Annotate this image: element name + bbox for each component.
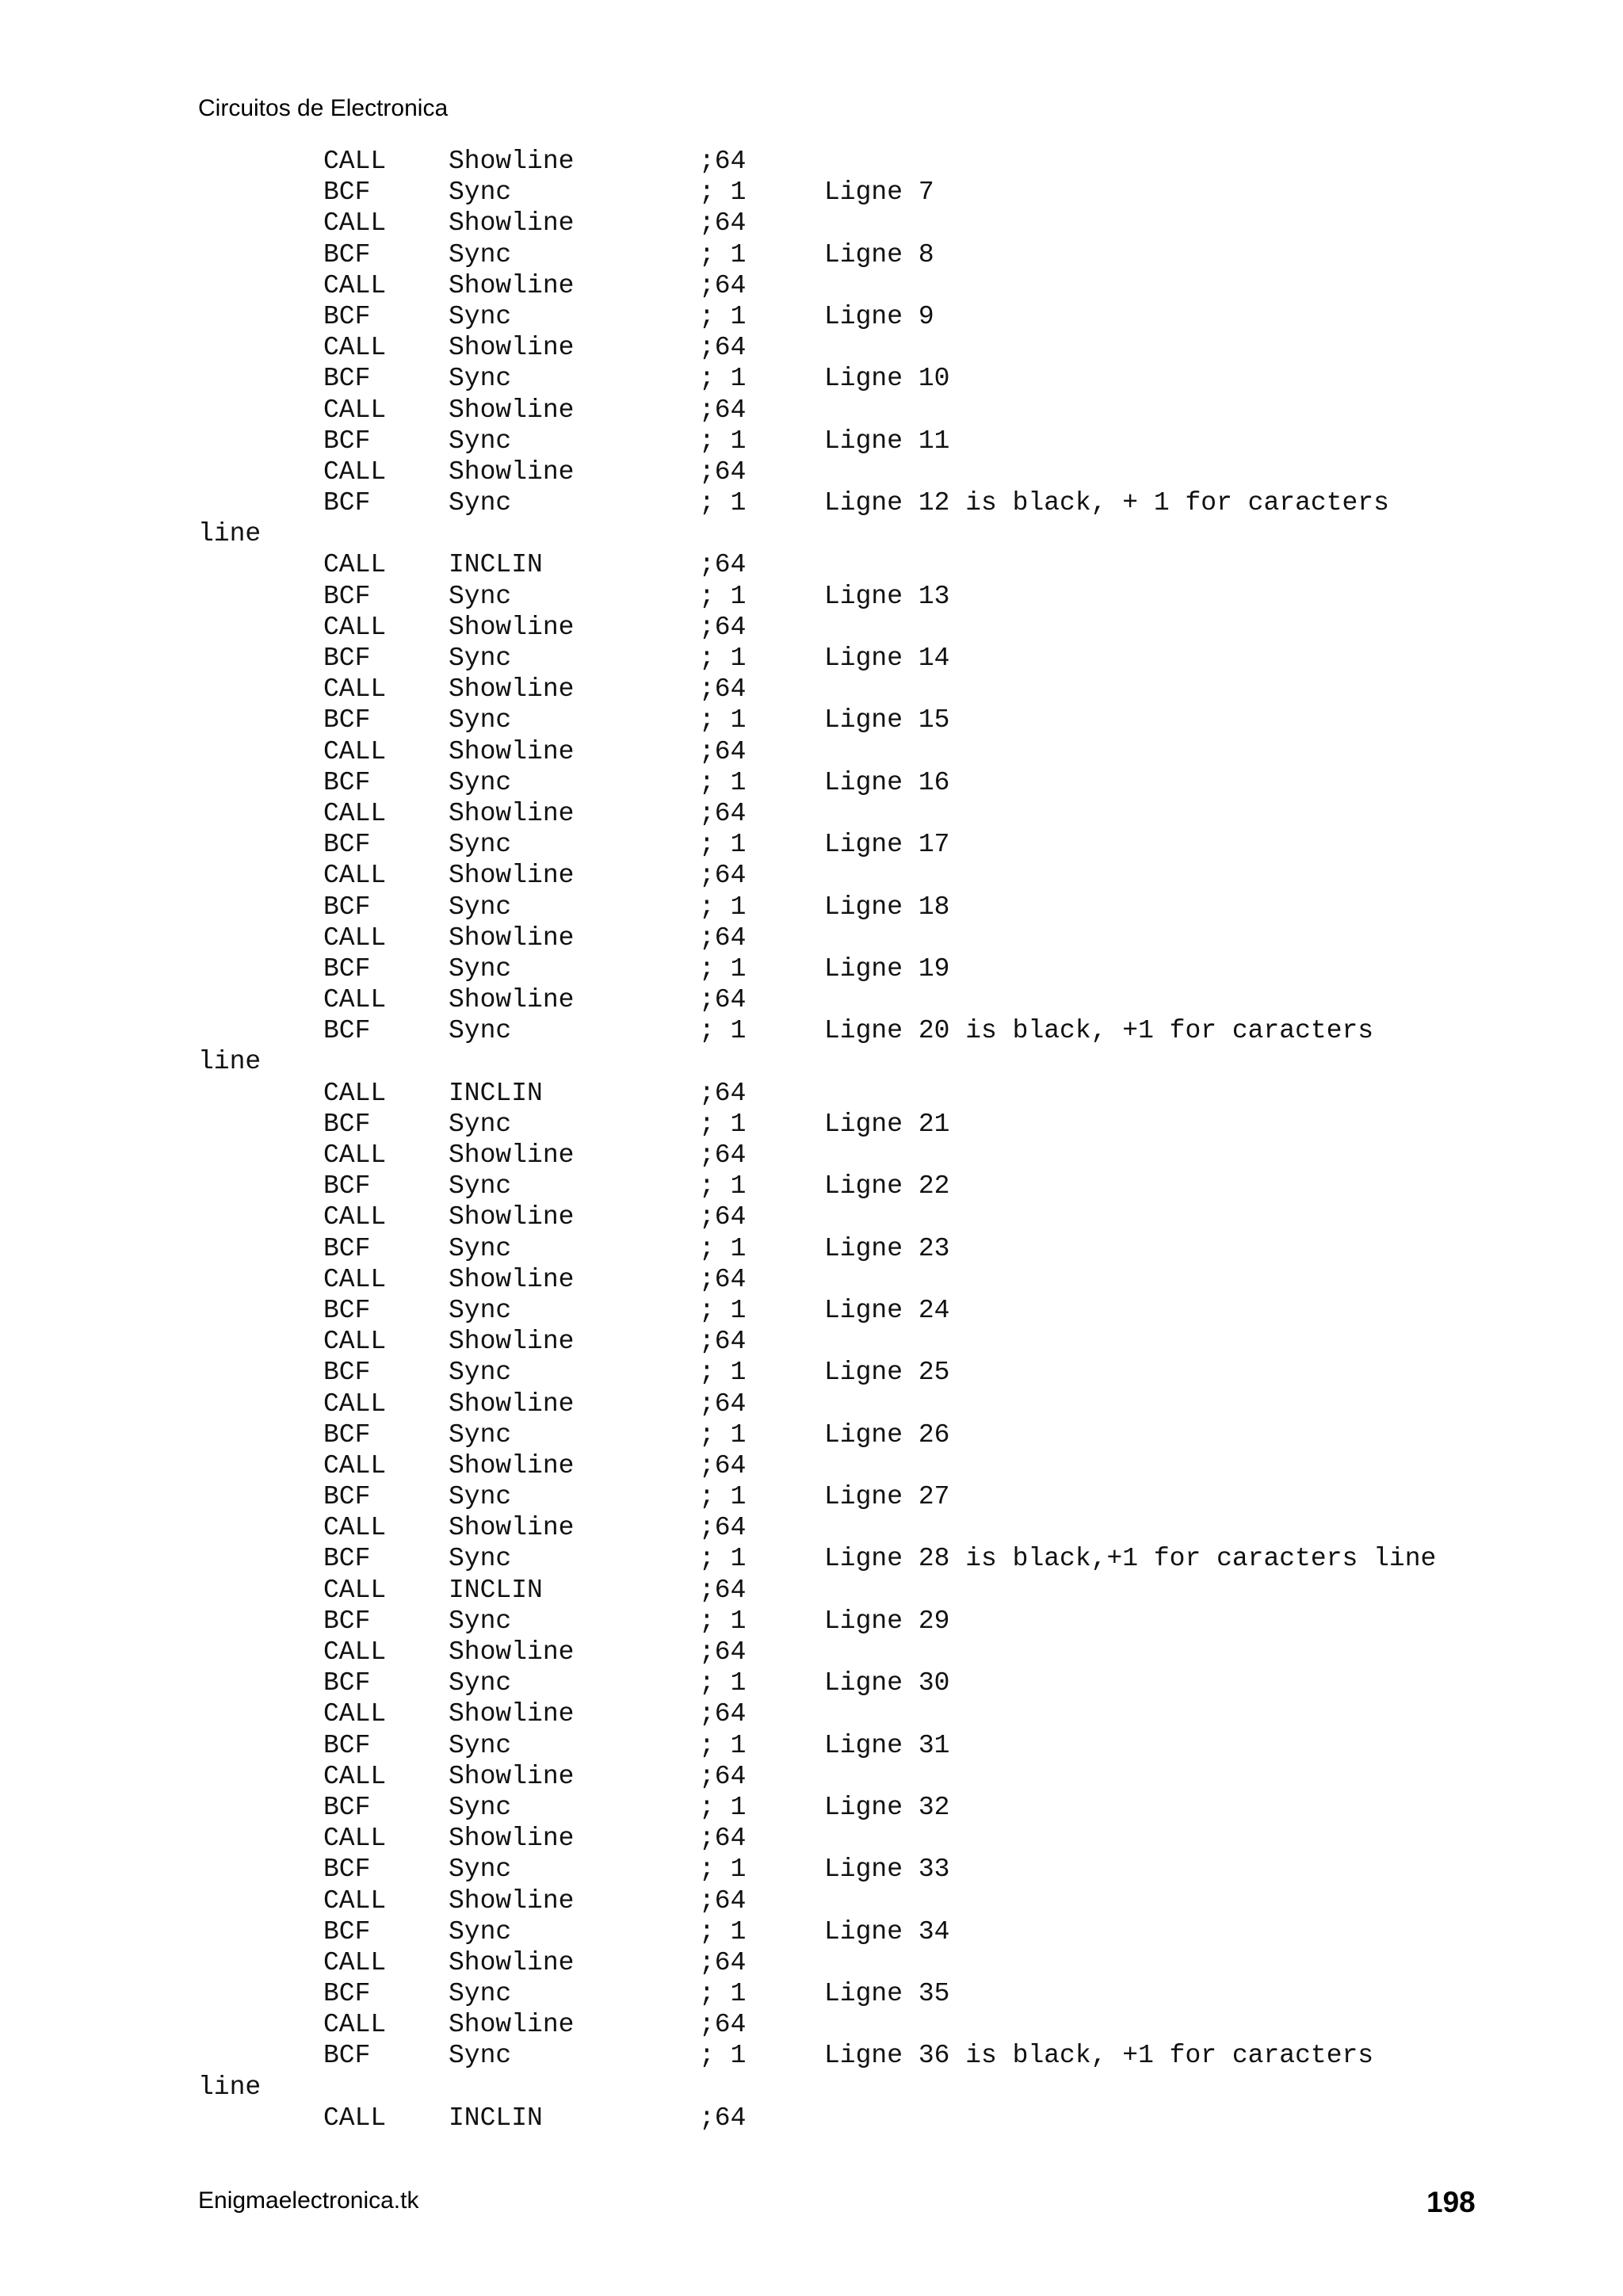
code-opcode: CALL (323, 457, 387, 487)
code-opcode: CALL (323, 985, 387, 1015)
code-operand: INCLIN (449, 1078, 543, 1108)
code-cycle-comment: ; 1 (699, 1606, 747, 1636)
code-opcode: BCF (323, 178, 371, 208)
code-cycle-comment: ;64 (699, 1513, 747, 1543)
code-line (198, 208, 1545, 239)
code-opcode: CALL (323, 1327, 387, 1357)
code-operand: Showline (449, 612, 575, 642)
code-line (198, 860, 1545, 891)
code-cycle-comment: ; 1 (699, 644, 747, 673)
code-opcode: CALL (323, 674, 387, 705)
code-line (198, 146, 1545, 177)
code-line (198, 892, 1545, 923)
code-comment: Ligne 29 (824, 1606, 950, 1636)
code-opcode: BCF (323, 301, 371, 331)
code-wrapped-text: line (198, 1047, 262, 1077)
code-operand: Sync (449, 1482, 512, 1512)
code-line (198, 332, 1545, 363)
code-operand: Sync (449, 581, 512, 611)
code-cycle-comment: ;64 (699, 985, 747, 1015)
code-line (198, 736, 1545, 767)
code-line (198, 395, 1545, 426)
code-opcode: BCF (323, 892, 371, 922)
code-opcode: CALL (323, 550, 387, 580)
code-comment: Ligne 7 (824, 178, 934, 208)
code-comment: Ligne 26 (824, 1419, 950, 1450)
code-operand: Showline (449, 395, 575, 425)
code-operand: Sync (449, 953, 512, 984)
code-cycle-comment: ;64 (699, 1327, 747, 1357)
code-operand: INCLIN (449, 2103, 543, 2133)
code-line-continuation (198, 1046, 1545, 1077)
code-operand: Showline (449, 1202, 575, 1232)
code-operand: Sync (449, 239, 512, 269)
code-cycle-comment: ; 1 (699, 1233, 747, 1263)
code-line (198, 1481, 1545, 1512)
code-opcode: CALL (323, 1140, 387, 1170)
code-operand: Sync (449, 426, 512, 456)
code-opcode: CALL (323, 923, 387, 953)
code-line (198, 953, 1545, 984)
code-operand: Sync (449, 1295, 512, 1325)
code-cycle-comment: ; 1 (699, 178, 747, 208)
code-cycle-comment: ; 1 (699, 1730, 747, 1760)
code-operand: Sync (449, 767, 512, 797)
code-opcode: BCF (323, 1295, 371, 1325)
code-opcode: BCF (323, 364, 371, 394)
code-operand: Sync (449, 1792, 512, 1822)
code-cycle-comment: ; 1 (699, 1016, 747, 1046)
code-opcode: BCF (323, 705, 371, 735)
code-line (198, 829, 1545, 860)
code-cycle-comment: ;64 (699, 1947, 747, 1977)
code-operand: Sync (449, 830, 512, 860)
code-comment: Ligne 35 (824, 1979, 950, 2009)
code-opcode: BCF (323, 1482, 371, 1512)
code-cycle-comment: ;64 (699, 1699, 747, 1729)
code-comment: Ligne 36 is black, +1 for caracters (824, 2041, 1374, 2071)
code-cycle-comment: ;64 (699, 736, 747, 766)
code-cycle-comment: ; 1 (699, 1295, 747, 1325)
code-cycle-comment: ; 1 (699, 953, 747, 984)
code-cycle-comment: ;64 (699, 1389, 747, 1419)
code-line (198, 549, 1545, 580)
code-operand: Sync (449, 1855, 512, 1885)
code-line (198, 1947, 1545, 1978)
code-cycle-comment: ; 1 (699, 2041, 747, 2071)
code-operand: Sync (449, 1916, 512, 1946)
code-cycle-comment: ;64 (699, 395, 747, 425)
code-opcode: CALL (323, 1637, 387, 1667)
code-line (198, 1792, 1545, 1823)
code-line (198, 674, 1545, 705)
code-cycle-comment: ;64 (699, 923, 747, 953)
code-line (198, 923, 1545, 953)
code-opcode: CALL (323, 612, 387, 642)
code-opcode: CALL (323, 861, 387, 891)
code-cycle-comment: ; 1 (699, 1482, 747, 1512)
code-opcode: BCF (323, 1979, 371, 2009)
code-line (198, 1916, 1545, 1947)
code-line (198, 1295, 1545, 1326)
code-operand: Showline (449, 270, 575, 300)
code-cycle-comment: ; 1 (699, 488, 747, 518)
code-operand: Showline (449, 798, 575, 828)
code-line (198, 984, 1545, 1015)
code-wrapped-text: line (198, 519, 262, 549)
code-line (198, 1698, 1545, 1729)
code-operand: Showline (449, 1699, 575, 1729)
code-opcode: CALL (323, 1078, 387, 1108)
code-opcode: BCF (323, 1109, 371, 1139)
code-cycle-comment: ;64 (699, 1761, 747, 1791)
code-line (198, 1264, 1545, 1295)
code-line (198, 1637, 1545, 1668)
code-opcode: CALL (323, 2103, 387, 2133)
code-operand: Showline (449, 861, 575, 891)
code-opcode: CALL (323, 1761, 387, 1791)
code-opcode: CALL (323, 736, 387, 766)
code-opcode: BCF (323, 1233, 371, 1263)
code-comment: Ligne 12 is black, + 1 for caracters (824, 488, 1389, 518)
code-line (198, 1109, 1545, 1140)
code-comment: Ligne 30 (824, 1668, 950, 1698)
code-comment: Ligne 18 (824, 892, 950, 922)
code-opcode: BCF (323, 426, 371, 456)
code-opcode: CALL (323, 1450, 387, 1480)
code-comment: Ligne 9 (824, 301, 934, 331)
code-operand: Sync (449, 705, 512, 735)
code-cycle-comment: ; 1 (699, 426, 747, 456)
code-line (198, 1978, 1545, 2009)
code-line (198, 1389, 1545, 1419)
code-line (198, 1854, 1545, 1885)
code-line (198, 1885, 1545, 1916)
code-comment: Ligne 16 (824, 767, 950, 797)
code-opcode: CALL (323, 1264, 387, 1294)
code-line (198, 1575, 1545, 1606)
code-line (198, 767, 1545, 798)
code-cycle-comment: ;64 (699, 270, 747, 300)
code-line (198, 798, 1545, 829)
code-comment: Ligne 21 (824, 1109, 950, 1139)
code-opcode: CALL (323, 1885, 387, 1916)
code-cycle-comment: ; 1 (699, 301, 747, 331)
code-line (198, 1419, 1545, 1450)
code-operand: Sync (449, 644, 512, 673)
code-line (198, 1761, 1545, 1792)
code-cycle-comment: ;64 (699, 208, 747, 239)
code-cycle-comment: ;64 (699, 1140, 747, 1170)
code-opcode: CALL (323, 1389, 387, 1419)
code-comment: Ligne 23 (824, 1233, 950, 1263)
code-line (198, 270, 1545, 301)
code-comment: Ligne 33 (824, 1855, 950, 1885)
code-operand: Showline (449, 1637, 575, 1667)
code-comment: Ligne 17 (824, 830, 950, 860)
code-cycle-comment: ;64 (699, 861, 747, 891)
code-cycle-comment: ;64 (699, 1885, 747, 1916)
code-opcode: BCF (323, 830, 371, 860)
code-cycle-comment: ; 1 (699, 239, 747, 269)
code-opcode: BCF (323, 2041, 371, 2071)
code-operand: Sync (449, 488, 512, 518)
code-line (198, 1606, 1545, 1637)
code-opcode: CALL (323, 798, 387, 828)
code-cycle-comment: ; 1 (699, 1979, 747, 2009)
code-comment: Ligne 28 is black,+1 for caracters line (824, 1544, 1437, 1574)
code-operand: Sync (449, 1668, 512, 1698)
code-opcode: BCF (323, 1544, 371, 1574)
code-operand: Sync (449, 1016, 512, 1046)
code-cycle-comment: ; 1 (699, 581, 747, 611)
code-opcode: CALL (323, 333, 387, 363)
code-opcode: CALL (323, 1202, 387, 1232)
code-cycle-comment: ; 1 (699, 830, 747, 860)
code-cycle-comment: ;64 (699, 612, 747, 642)
code-line (198, 1357, 1545, 1388)
code-opcode: CALL (323, 270, 387, 300)
code-operand: Sync (449, 301, 512, 331)
code-operand: Showline (449, 333, 575, 363)
code-comment: Ligne 11 (824, 426, 950, 456)
code-operand: Showline (449, 1389, 575, 1419)
code-cycle-comment: ; 1 (699, 1792, 747, 1822)
code-cycle-comment: ; 1 (699, 705, 747, 735)
code-line (198, 1015, 1545, 1046)
code-opcode: CALL (323, 147, 387, 176)
code-operand: Sync (449, 1544, 512, 1574)
code-opcode: CALL (323, 2010, 387, 2040)
code-operand: Sync (449, 1979, 512, 2009)
code-line (198, 426, 1545, 457)
code-cycle-comment: ; 1 (699, 1544, 747, 1574)
code-operand: Showline (449, 147, 575, 176)
code-operand: Showline (449, 985, 575, 1015)
assembly-code-listing (198, 146, 1545, 2134)
code-line (198, 177, 1545, 208)
code-line (198, 1326, 1545, 1357)
code-operand: Showline (449, 1885, 575, 1916)
code-opcode: CALL (323, 1947, 387, 1977)
code-opcode: CALL (323, 1824, 387, 1854)
code-operand: Sync (449, 1419, 512, 1450)
code-line (198, 1201, 1545, 1232)
code-cycle-comment: ;64 (699, 674, 747, 705)
code-operand: INCLIN (449, 1575, 543, 1605)
code-comment: Ligne 19 (824, 953, 950, 984)
code-cycle-comment: ;64 (699, 2010, 747, 2040)
code-operand: Sync (449, 364, 512, 394)
page-number: 198 (1426, 2186, 1476, 2218)
code-opcode: BCF (323, 1016, 371, 1046)
code-line (198, 643, 1545, 674)
code-line (198, 301, 1545, 332)
code-opcode: BCF (323, 1419, 371, 1450)
code-cycle-comment: ;64 (699, 1078, 747, 1108)
code-operand: Sync (449, 1358, 512, 1388)
code-opcode: BCF (323, 953, 371, 984)
code-operand: Showline (449, 1761, 575, 1791)
code-opcode: BCF (323, 1792, 371, 1822)
code-cycle-comment: ; 1 (699, 1419, 747, 1450)
code-operand: Sync (449, 1171, 512, 1201)
code-cycle-comment: ;64 (699, 1824, 747, 1854)
code-line-continuation (198, 2072, 1545, 2103)
code-line (198, 457, 1545, 487)
code-operand: Showline (449, 1140, 575, 1170)
code-comment: Ligne 34 (824, 1916, 950, 1946)
code-line (198, 1140, 1545, 1171)
code-operand: Showline (449, 2010, 575, 2040)
code-operand: Showline (449, 1947, 575, 1977)
code-cycle-comment: ; 1 (699, 364, 747, 394)
code-operand: Sync (449, 1606, 512, 1636)
code-line (198, 581, 1545, 612)
code-operand: INCLIN (449, 550, 543, 580)
code-line (198, 363, 1545, 394)
code-comment: Ligne 31 (824, 1730, 950, 1760)
code-line (198, 705, 1545, 735)
code-comment: Ligne 24 (824, 1295, 950, 1325)
code-operand: Showline (449, 1513, 575, 1543)
code-operand: Showline (449, 1264, 575, 1294)
code-opcode: BCF (323, 1668, 371, 1698)
code-cycle-comment: ;64 (699, 798, 747, 828)
code-comment: Ligne 32 (824, 1792, 950, 1822)
code-opcode: CALL (323, 395, 387, 425)
code-opcode: BCF (323, 581, 371, 611)
code-opcode: BCF (323, 1916, 371, 1946)
code-cycle-comment: ; 1 (699, 892, 747, 922)
code-operand: Showline (449, 674, 575, 705)
code-line-continuation (198, 518, 1545, 549)
code-line (198, 2040, 1545, 2071)
code-operand: Sync (449, 2041, 512, 2071)
page-header-title: Circuitos de Electronica (198, 95, 449, 121)
code-operand: Showline (449, 736, 575, 766)
code-cycle-comment: ; 1 (699, 1916, 747, 1946)
code-opcode: BCF (323, 1730, 371, 1760)
code-line (198, 1730, 1545, 1761)
code-cycle-comment: ; 1 (699, 767, 747, 797)
code-cycle-comment: ;64 (699, 147, 747, 176)
code-line (198, 2009, 1545, 2040)
code-line (198, 1233, 1545, 1264)
code-comment: Ligne 20 is black, +1 for caracters (824, 1016, 1374, 1046)
code-cycle-comment: ; 1 (699, 1358, 747, 1388)
code-cycle-comment: ;64 (699, 550, 747, 580)
code-operand: Showline (449, 208, 575, 239)
code-line (198, 487, 1545, 518)
code-line (198, 1171, 1545, 1201)
code-comment: Ligne 22 (824, 1171, 950, 1201)
code-operand: Showline (449, 1824, 575, 1854)
code-operand: Sync (449, 892, 512, 922)
code-line (198, 2103, 1545, 2134)
code-cycle-comment: ;64 (699, 2103, 747, 2133)
code-operand: Showline (449, 1450, 575, 1480)
code-cycle-comment: ;64 (699, 1450, 747, 1480)
code-cycle-comment: ; 1 (699, 1109, 747, 1139)
code-cycle-comment: ;64 (699, 457, 747, 487)
code-comment: Ligne 13 (824, 581, 950, 611)
code-opcode: BCF (323, 1171, 371, 1201)
code-cycle-comment: ;64 (699, 333, 747, 363)
code-line (198, 1078, 1545, 1109)
code-line (198, 1823, 1545, 1854)
code-cycle-comment: ; 1 (699, 1668, 747, 1698)
code-comment: Ligne 15 (824, 705, 950, 735)
code-operand: Showline (449, 457, 575, 487)
code-opcode: BCF (323, 1855, 371, 1885)
code-line (198, 239, 1545, 270)
code-operand: Sync (449, 1109, 512, 1139)
code-cycle-comment: ;64 (699, 1264, 747, 1294)
code-opcode: CALL (323, 1513, 387, 1543)
code-line (198, 1543, 1545, 1574)
code-opcode: BCF (323, 1606, 371, 1636)
code-opcode: CALL (323, 208, 387, 239)
code-operand: Showline (449, 923, 575, 953)
code-operand: Sync (449, 178, 512, 208)
code-wrapped-text: line (198, 2072, 262, 2102)
footer-site: Enigmaelectronica.tk (198, 2187, 419, 2214)
code-comment: Ligne 27 (824, 1482, 950, 1512)
code-line (198, 1668, 1545, 1698)
code-cycle-comment: ;64 (699, 1202, 747, 1232)
code-cycle-comment: ; 1 (699, 1855, 747, 1885)
code-comment: Ligne 8 (824, 239, 934, 269)
code-line (198, 1450, 1545, 1481)
code-operand: Sync (449, 1730, 512, 1760)
code-opcode: BCF (323, 644, 371, 673)
code-line (198, 1512, 1545, 1543)
code-comment: Ligne 14 (824, 644, 950, 673)
code-cycle-comment: ;64 (699, 1637, 747, 1667)
code-opcode: BCF (323, 767, 371, 797)
code-opcode: BCF (323, 1358, 371, 1388)
code-operand: Sync (449, 1233, 512, 1263)
code-opcode: CALL (323, 1699, 387, 1729)
code-comment: Ligne 10 (824, 364, 950, 394)
code-opcode: BCF (323, 239, 371, 269)
code-comment: Ligne 25 (824, 1358, 950, 1388)
code-opcode: BCF (323, 488, 371, 518)
code-opcode: CALL (323, 1575, 387, 1605)
code-cycle-comment: ;64 (699, 1575, 747, 1605)
code-line (198, 612, 1545, 643)
code-cycle-comment: ; 1 (699, 1171, 747, 1201)
code-operand: Showline (449, 1327, 575, 1357)
